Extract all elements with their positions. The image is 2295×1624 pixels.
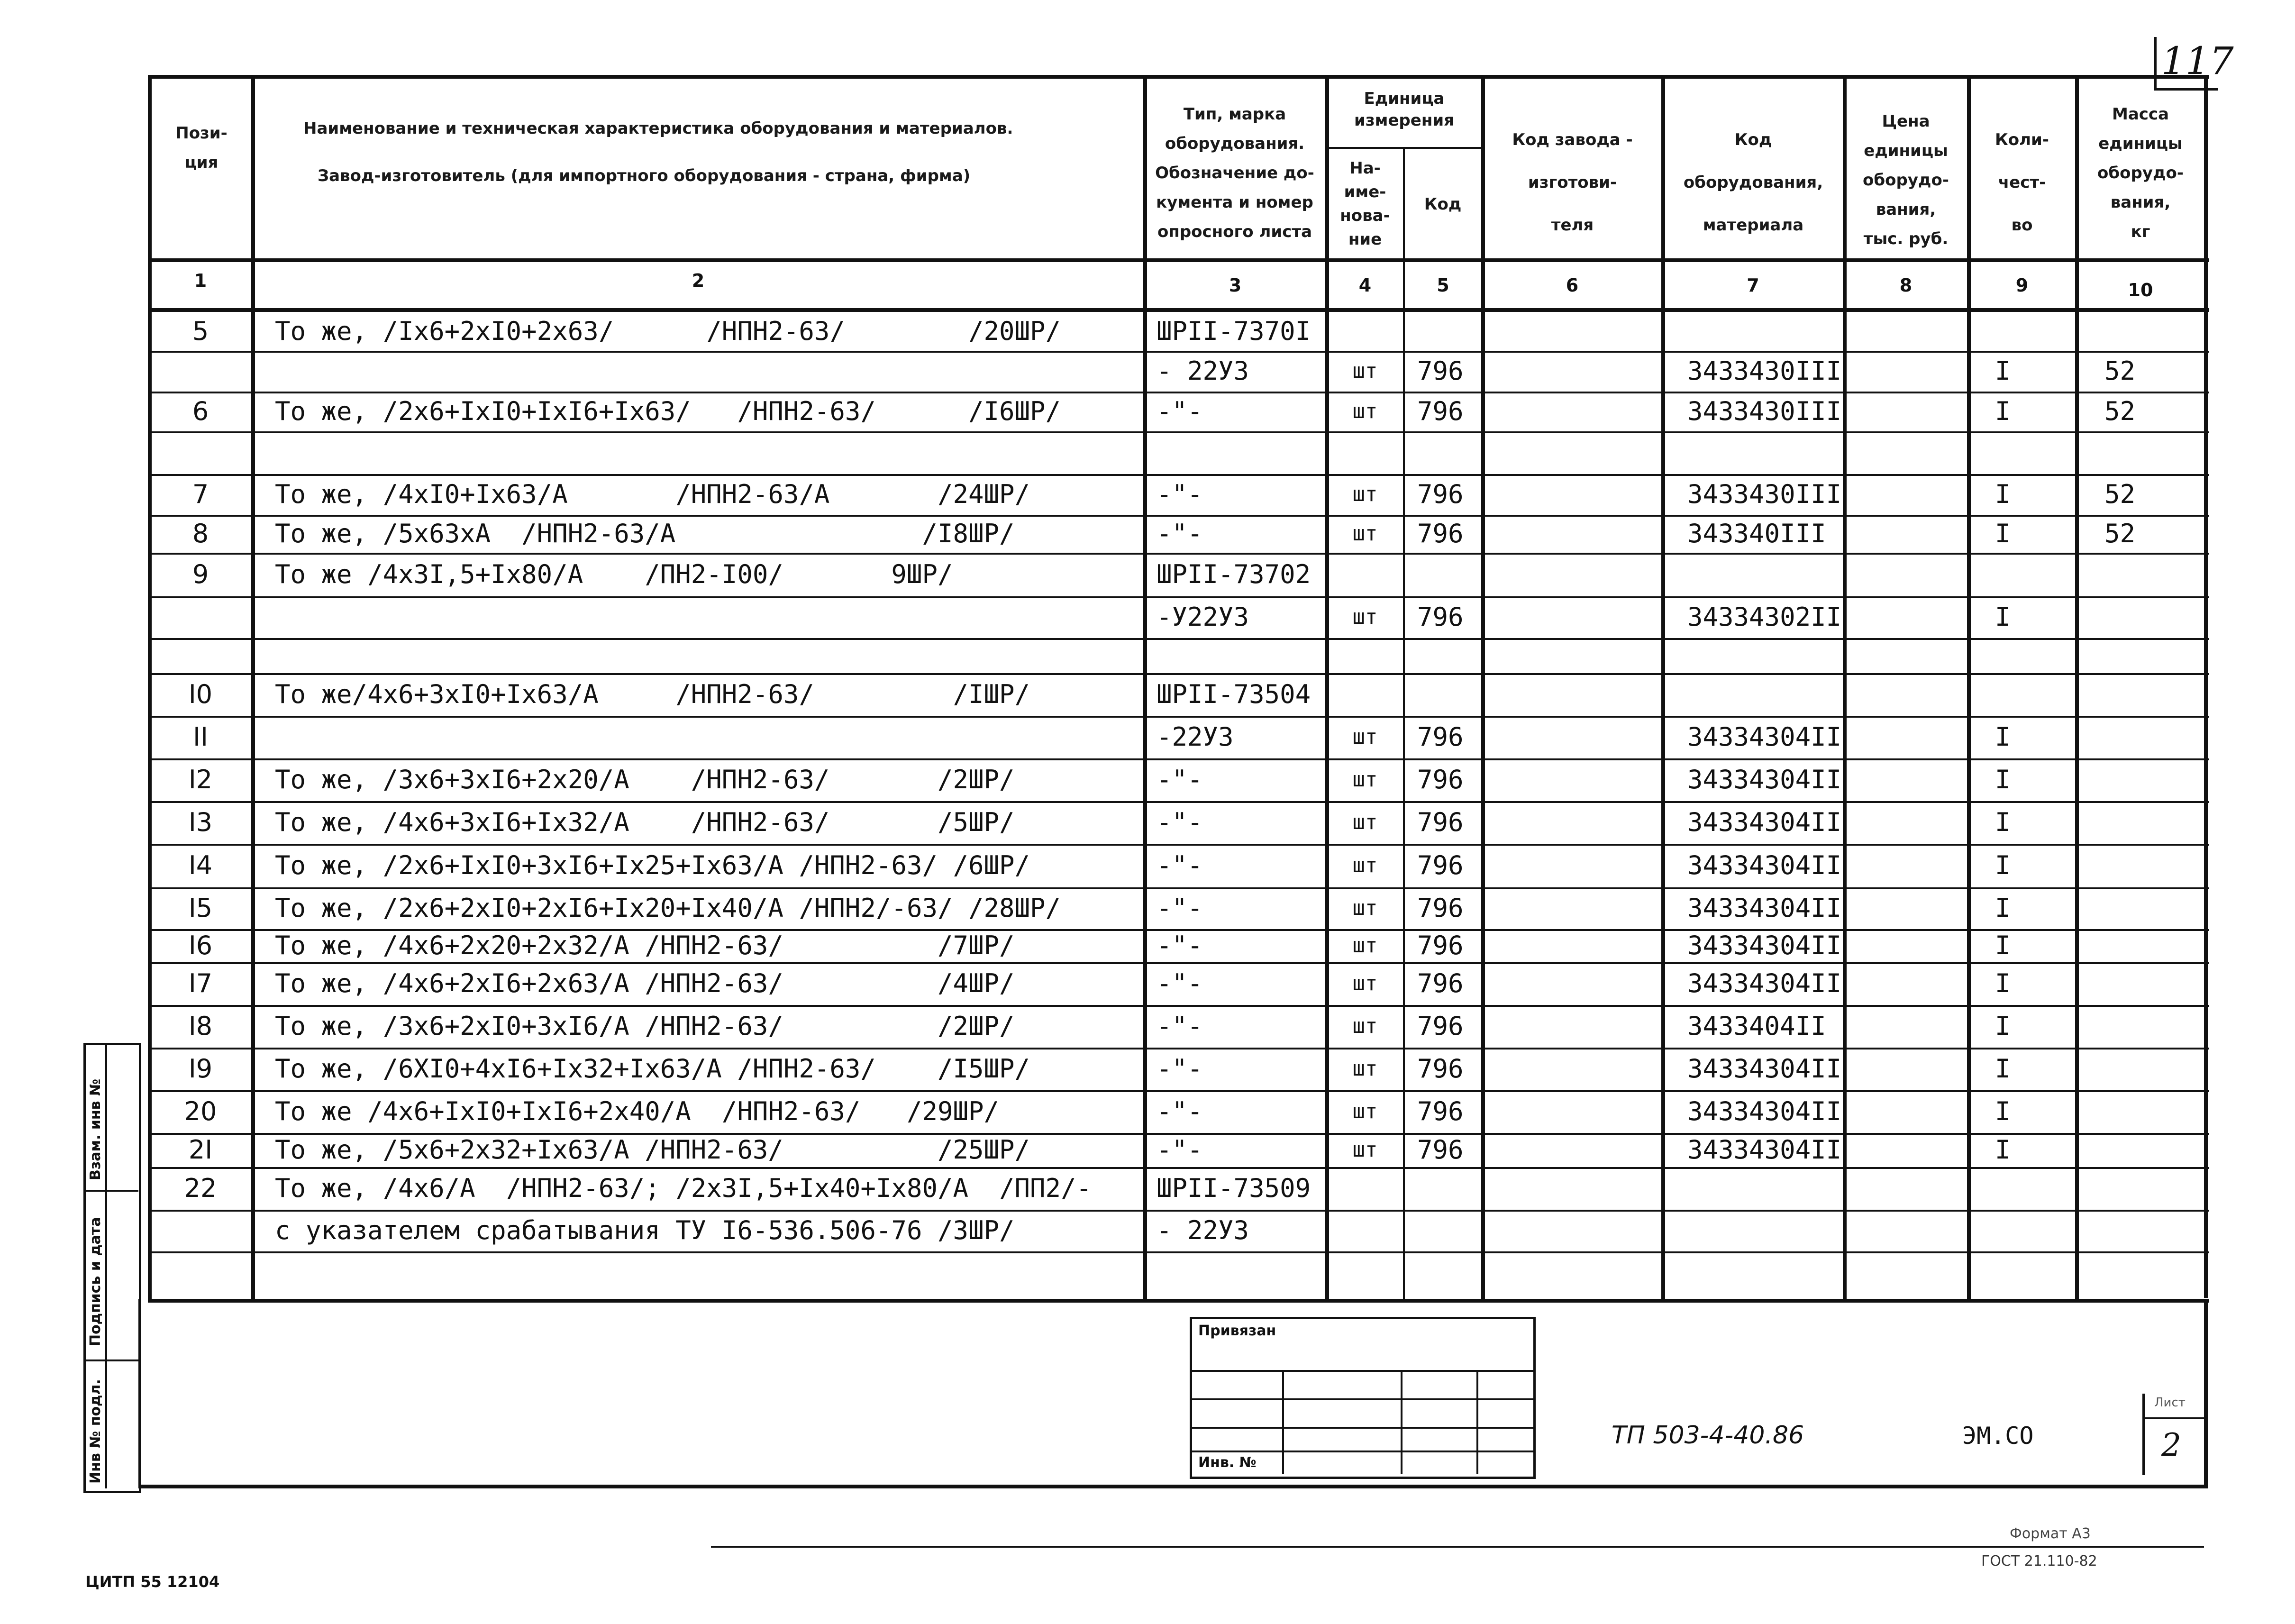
cell-mass: 52 <box>2104 396 2136 426</box>
stamp-inv-no: Инв. № <box>1198 1454 1257 1471</box>
cell-type: -"- <box>1157 850 1203 880</box>
row-divider <box>148 887 2209 889</box>
cell-position: 6 <box>192 396 209 426</box>
cell-unit: шт <box>1352 1057 1378 1081</box>
cell-quantity: I <box>1995 765 2011 794</box>
cell-quantity: I <box>1995 722 2011 752</box>
header-type: Тип, марка оборудования. Обозначение до- кумента и номер опросного листа <box>1155 105 1314 241</box>
cell-type: - 22У3 <box>1157 1215 1249 1245</box>
cell-material-code: 34334304II <box>1687 1054 1842 1084</box>
page-number: 117 <box>2161 39 2234 83</box>
cell-quantity: I <box>1995 602 2011 632</box>
cell-material-code: 343340III <box>1687 519 1826 548</box>
col-border-2 <box>1143 75 1147 1299</box>
row-divider <box>148 431 2209 433</box>
stamp-line-4 <box>1190 1451 1533 1452</box>
cell-unit: шт <box>1352 521 1378 546</box>
cell-unit-code: 796 <box>1417 1096 1464 1126</box>
cell-unit: шт <box>1352 810 1378 834</box>
colnum-bottom-border <box>148 308 2209 312</box>
row-divider <box>148 1048 2209 1049</box>
col-border-7 <box>1843 75 1847 1299</box>
cell-type: -22У3 <box>1157 722 1234 752</box>
stamp-line-1 <box>1190 1370 1533 1372</box>
header-factory-code: Код завода - изготови- теля <box>1512 130 1633 235</box>
colnum-6: 6 <box>1566 275 1579 296</box>
cell-name: То же/4х6+3хI0+Iх63/А /НПН2-63/ /IШР/ <box>275 679 1030 709</box>
side-label-signature: Подпись и дата <box>87 1217 104 1346</box>
cell-quantity: I <box>1995 479 2011 509</box>
cell-unit-code: 796 <box>1417 893 1464 923</box>
header-unit-name: На- име- нова- ние <box>1340 159 1390 249</box>
cell-name: То же, /2х6+2хI0+2хI6+Iх20+Iх40/А /НПН2/-63/ /28ШР/ <box>275 893 1061 923</box>
cell-position: I9 <box>188 1054 213 1084</box>
cell-unit: шт <box>1352 359 1378 383</box>
cell-name: То же, /5х6+2х32+Iх63/А /НПН2-63/ /25ШР/ <box>275 1135 1030 1165</box>
cell-type: -"- <box>1157 893 1203 923</box>
cell-position: I3 <box>188 807 213 837</box>
cell-unit: шт <box>1352 1014 1378 1038</box>
row-divider <box>148 638 2209 640</box>
cell-position: I4 <box>188 850 213 880</box>
cell-material-code: 34334304II <box>1687 1096 1842 1126</box>
cell-position: I7 <box>188 968 213 998</box>
cell-quantity: I <box>1995 807 2011 837</box>
table-top-border <box>148 75 2209 79</box>
cell-unit-code: 796 <box>1417 765 1464 794</box>
col-border-5 <box>1481 75 1485 1299</box>
bottom-frame-left <box>138 1299 140 1488</box>
doc-suffix: ЭМ.СО <box>1962 1422 2034 1450</box>
cell-position: I6 <box>188 931 213 960</box>
colnum-7: 7 <box>1747 275 1759 296</box>
header-units: Единица измерения <box>1354 89 1454 130</box>
cell-quantity: I <box>1995 519 2011 548</box>
cell-name: То же, /4х6/А /НПН2-63/; /2х3I,5+Iх40+Iх80/А /ПП2/- <box>275 1173 1092 1203</box>
side-divider-1 <box>83 1190 138 1192</box>
col-border-1 <box>251 75 255 1299</box>
side-divider-2 <box>83 1359 138 1361</box>
cell-name: То же, /3х6+3хI6+2х20/А /НПН2-63/ /2ШР/ <box>275 765 1015 794</box>
cell-position: I5 <box>188 893 213 923</box>
cell-type: -"- <box>1157 1054 1203 1084</box>
colnum-10: 10 <box>2128 280 2153 301</box>
row-divider <box>148 392 2209 393</box>
row-divider <box>148 351 2209 353</box>
cell-unit: шт <box>1352 767 1378 792</box>
cell-unit-code: 796 <box>1417 968 1464 998</box>
stamp-col-3 <box>1476 1370 1478 1474</box>
stamp-col-2 <box>1401 1370 1402 1474</box>
cell-material-code: 34334304II <box>1687 931 1842 960</box>
cell-position: II <box>193 722 208 752</box>
cell-material-code: 34334304II <box>1687 1135 1842 1165</box>
col-border-right <box>2204 75 2208 1298</box>
cell-material-code: 34334304II <box>1687 893 1842 923</box>
cell-name: То же, /5х63хА /НПН2-63/А /I8ШР/ <box>275 519 1015 548</box>
cell-quantity: I <box>1995 1135 2011 1165</box>
colnum-5: 5 <box>1437 275 1449 296</box>
side-label-inventory: Инв № подл. <box>87 1379 104 1484</box>
cell-unit-code: 796 <box>1417 356 1464 386</box>
row-divider <box>148 673 2209 675</box>
cell-position: 5 <box>192 316 209 346</box>
row-divider <box>148 596 2209 598</box>
row-divider <box>148 1005 2209 1007</box>
cell-unit: шт <box>1352 725 1378 749</box>
cell-unit: шт <box>1352 853 1378 877</box>
cell-type: -"- <box>1157 807 1203 837</box>
cell-type: ШРII-73702 <box>1157 559 1311 589</box>
header-name: Наименование и техническая характеристика оборудования и материалов. Завод-изготовитель (для импортного оборудования - страна, фирма) <box>303 119 1013 185</box>
colnum-3: 3 <box>1229 275 1242 296</box>
cell-type: -"- <box>1157 519 1203 548</box>
footer-line <box>711 1546 2204 1548</box>
cell-position: 9 <box>192 559 209 589</box>
cell-quantity: I <box>1995 396 2011 426</box>
cell-type: -"- <box>1157 931 1203 960</box>
cell-position: I0 <box>188 679 213 709</box>
cell-unit: шт <box>1352 399 1378 423</box>
cell-quantity: I <box>1995 968 2011 998</box>
header-position: Пози- ция <box>175 124 228 172</box>
cell-unit-code: 796 <box>1417 396 1464 426</box>
cell-position: 7 <box>192 479 209 509</box>
cell-name: То же, /4хI0+Iх63/А /НПН2-63/А /24ШР/ <box>275 479 1030 509</box>
header-material-code: Код оборудования, материала <box>1683 130 1823 235</box>
row-divider <box>148 515 2209 517</box>
col-border-6 <box>1661 75 1665 1299</box>
cell-mass: 52 <box>2104 519 2136 548</box>
cell-type: ШРII-7370I <box>1157 316 1311 346</box>
colnum-1: 1 <box>194 270 207 291</box>
cell-name: То же, /2х6+IхI0+IхI6+Iх63/ /НПН2-63/ /I6ШР/ <box>275 396 1061 426</box>
cell-unit-code: 796 <box>1417 722 1464 752</box>
cell-name: То же /4х6+IхI0+IхI6+2х40/А /НПН2-63/ /29ШР/ <box>275 1096 1000 1126</box>
footer-left-code: ЦИТП 55 12104 <box>85 1573 220 1591</box>
bottom-frame-bottom <box>138 1485 2204 1488</box>
colnum-8: 8 <box>1899 275 1912 296</box>
cell-quantity: I <box>1995 931 2011 960</box>
stamp-privyazan: Привязан <box>1198 1323 1276 1339</box>
cell-name: с указателем срабатывания ТУ I6-536.506-76 /3ШР/ <box>275 1215 1015 1245</box>
cell-type: -"- <box>1157 1135 1203 1165</box>
header-mass: Масса единицы оборудо- вания, кг <box>2097 105 2184 241</box>
cell-name: То же, /4х6+2хI6+2х63/А /НПН2-63/ /4ШР/ <box>275 968 1015 998</box>
format-label: Формат А3 <box>2010 1525 2091 1542</box>
colnum-4: 4 <box>1358 275 1372 296</box>
cell-unit-code: 796 <box>1417 931 1464 960</box>
cell-material-code: 34334304II <box>1687 968 1842 998</box>
header-bottom-border <box>148 258 2209 262</box>
cell-name: То же, /3х6+2хI0+3хI6/А /НПН2-63/ /2ШР/ <box>275 1011 1015 1041</box>
cell-unit: шт <box>1352 605 1378 629</box>
row-divider <box>148 801 2209 803</box>
cell-unit-code: 796 <box>1417 602 1464 632</box>
cell-unit-code: 796 <box>1417 850 1464 880</box>
cell-material-code: 34334304II <box>1687 765 1842 794</box>
cell-type: -"- <box>1157 396 1203 426</box>
cell-quantity: I <box>1995 1054 2011 1084</box>
row-divider <box>148 1090 2209 1092</box>
row-divider <box>148 716 2209 718</box>
cell-name: То же, /4х6+2х20+2х32/А /НПН2-63/ /7ШР/ <box>275 931 1015 960</box>
cell-unit: шт <box>1352 482 1378 506</box>
cell-material-code: 3433404II <box>1687 1011 1826 1041</box>
cell-material-code: 34334302II <box>1687 602 1842 632</box>
cell-unit-code: 796 <box>1417 1011 1464 1041</box>
cell-quantity: I <box>1995 850 2011 880</box>
cell-type: ШРII-73504 <box>1157 679 1311 709</box>
cell-name: То же, /6ХI0+4хI6+Iх32+Iх63/А /НПН2-63/ /I5ШР/ <box>275 1054 1030 1084</box>
row-divider <box>148 474 2209 476</box>
cell-mass: 52 <box>2104 479 2136 509</box>
cell-unit: шт <box>1352 971 1378 995</box>
cell-unit: шт <box>1352 896 1378 920</box>
cell-position: 20 <box>184 1096 217 1126</box>
cell-quantity: I <box>1995 1011 2011 1041</box>
cell-position: I8 <box>188 1011 213 1041</box>
row-divider <box>148 844 2209 846</box>
cell-position: 2I <box>188 1135 213 1165</box>
cell-type: -"- <box>1157 1011 1203 1041</box>
cell-unit: шт <box>1352 933 1378 958</box>
cell-unit-code: 796 <box>1417 1135 1464 1165</box>
cell-type: -"- <box>1157 1096 1203 1126</box>
stamp-line-2 <box>1190 1398 1533 1400</box>
cell-quantity: I <box>1995 1096 2011 1126</box>
cell-type: ШРII-73509 <box>1157 1173 1311 1203</box>
sheet-label: Лист <box>2154 1396 2186 1410</box>
cell-unit: шт <box>1352 1099 1378 1123</box>
cell-material-code: 34334304II <box>1687 807 1842 837</box>
gost-label: ГОСТ 21.110-82 <box>1981 1553 2097 1569</box>
cell-unit-code: 796 <box>1417 519 1464 548</box>
cell-name: То же, /Iх6+2хI0+2х63/ /НПН2-63/ /20ШР/ <box>275 316 1061 346</box>
header-quantity: Коли- чест- во <box>1995 130 2049 235</box>
side-inner <box>105 1043 107 1488</box>
cell-position: 22 <box>184 1173 217 1203</box>
cell-unit: шт <box>1352 1138 1378 1162</box>
cell-material-code: 34334304II <box>1687 850 1842 880</box>
cell-type: -"- <box>1157 765 1203 794</box>
cell-unit-code: 796 <box>1417 479 1464 509</box>
cell-mass: 52 <box>2104 356 2136 386</box>
doc-code: ТП 503-4-40.86 <box>1612 1421 1804 1450</box>
side-label-replace: Взам. инв № <box>87 1078 104 1180</box>
row-divider <box>148 962 2209 964</box>
sheet-number: 2 <box>2161 1427 2181 1463</box>
table-bottom-border <box>148 1299 2209 1303</box>
row-divider <box>148 553 2209 555</box>
row-divider <box>148 1167 2209 1169</box>
cell-material-code: 3433430III <box>1687 356 1842 386</box>
row-divider <box>148 1210 2209 1212</box>
stamp-line-3 <box>1190 1427 1533 1429</box>
cell-material-code: 34334304II <box>1687 722 1842 752</box>
cell-quantity: I <box>1995 356 2011 386</box>
stamp-col-1 <box>1282 1370 1284 1474</box>
cell-material-code: 3433430III <box>1687 396 1842 426</box>
cell-type: -У22У3 <box>1157 602 1249 632</box>
sheet-box-divider <box>2142 1417 2204 1419</box>
col-border-4 <box>1403 147 1405 1299</box>
header-unit-code: Код <box>1424 195 1462 214</box>
cell-quantity: I <box>1995 893 2011 923</box>
cell-type: -"- <box>1157 479 1203 509</box>
header-price: Цена единицы оборудо- вания, тыс. руб. <box>1863 112 1949 248</box>
cell-position: 8 <box>192 519 209 548</box>
cell-type: -"- <box>1157 968 1203 998</box>
cell-name: То же /4х3I,5+Iх80/А /ПН2-I00/ 9ШР/ <box>275 559 953 589</box>
row-divider <box>148 1251 2209 1253</box>
row-divider <box>148 758 2209 760</box>
cell-name: То же, /4х6+3хI6+Iх32/А /НПН2-63/ /5ШР/ <box>275 807 1015 837</box>
cell-type: - 22У3 <box>1157 356 1249 386</box>
cell-unit-code: 796 <box>1417 807 1464 837</box>
colnum-2: 2 <box>692 270 705 291</box>
cell-unit-code: 796 <box>1417 1054 1464 1084</box>
colnum-9: 9 <box>2015 275 2029 296</box>
cell-position: I2 <box>188 765 213 794</box>
cell-name: То же, /2х6+IхI0+3хI6+Iх25+Iх63/А /НПН2-63/ /6ШР/ <box>275 850 1030 880</box>
cell-material-code: 3433430III <box>1687 479 1842 509</box>
